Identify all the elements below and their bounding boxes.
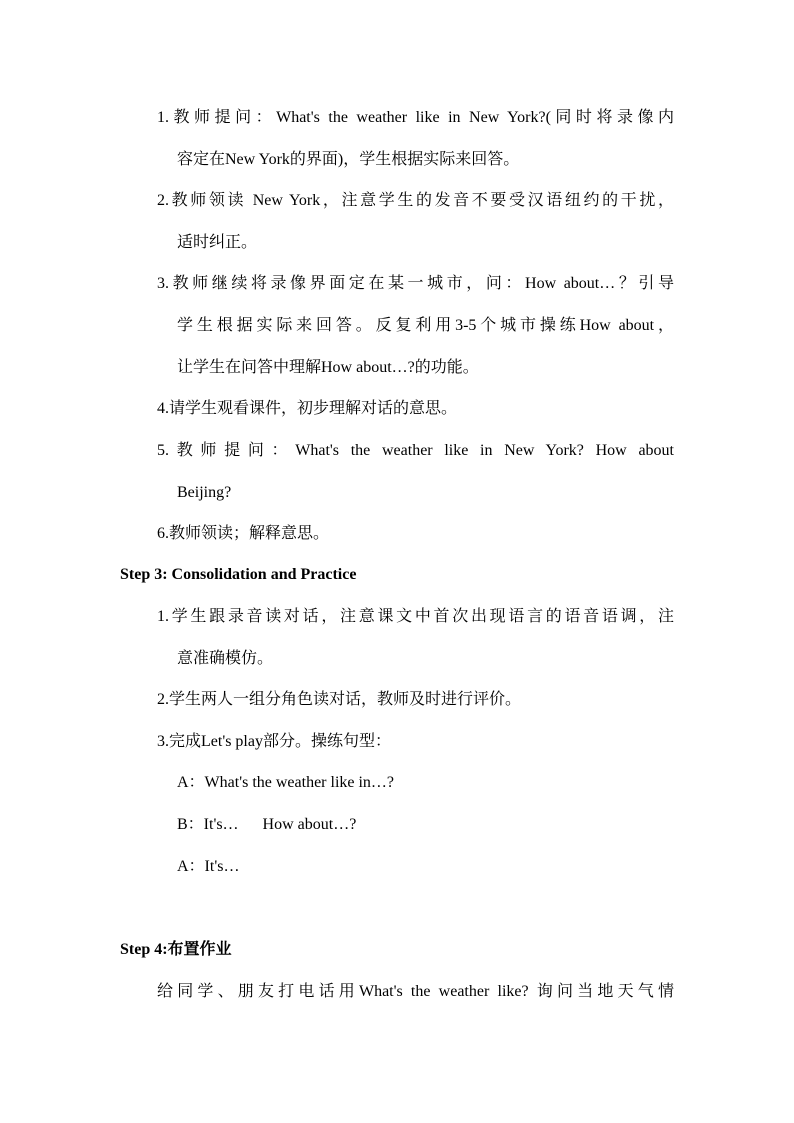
step2-item-4-line1: 4.请学生观看课件，初步理解对话的意思。 <box>157 400 458 417</box>
dialogue-line-2: B：It's… How about…? <box>177 816 357 833</box>
step2-item-1-line1: 1.教师提问：What's the weather like in New York?(同时将录像内 <box>157 109 674 126</box>
dialogue-line-1: A：What's the weather like in…? <box>177 774 395 791</box>
step2-item-5-line1: 5.教师提问：What's the weather like in New York? How about <box>157 442 674 459</box>
step2-item-6-line1: 6.教师领读；解释意思。 <box>157 525 330 542</box>
step2-item-1-line2: 容定在New York的界面)，学生根据实际来回答。 <box>177 151 520 168</box>
step3-item-3-line1: 3.完成Let's play部分。操练句型： <box>157 733 391 750</box>
step3-item-1-line2: 意准确模仿。 <box>177 650 274 667</box>
step2-item-5-line2: Beijing? <box>177 484 232 501</box>
step2-item-3-line2: 学生根据实际来回答。反复利用3-5个城市操练How about， <box>177 317 674 334</box>
step2-item-3-line1: 3.教师继续将录像界面定在某一城市，问：How about…？引导 <box>157 275 674 292</box>
step3-item-2-line1: 2.学生两人一组分角色读对话，教师及时进行评价。 <box>157 691 522 708</box>
dialogue-line-3: A：It's… <box>177 858 240 875</box>
step3-heading: Step 3: Consolidation and Practice <box>120 566 357 583</box>
step4-text: 给同学、朋友打电话用What's the weather like? 询问当地天气情 <box>157 983 674 1000</box>
step2-item-2-line2: 适时纠正。 <box>177 234 258 251</box>
step2-item-2-line1: 2.教师领读 New York，注意学生的发音不要受汉语纽约的干扰， <box>157 192 674 209</box>
step4-heading: Step 4:布置作业 <box>120 941 232 958</box>
step3-item-1-line1: 1.学生跟录音读对话，注意课文中首次出现语言的语音语调，注 <box>157 608 674 625</box>
step2-item-3-line3: 让学生在问答中理解How about…?的功能。 <box>177 359 479 376</box>
